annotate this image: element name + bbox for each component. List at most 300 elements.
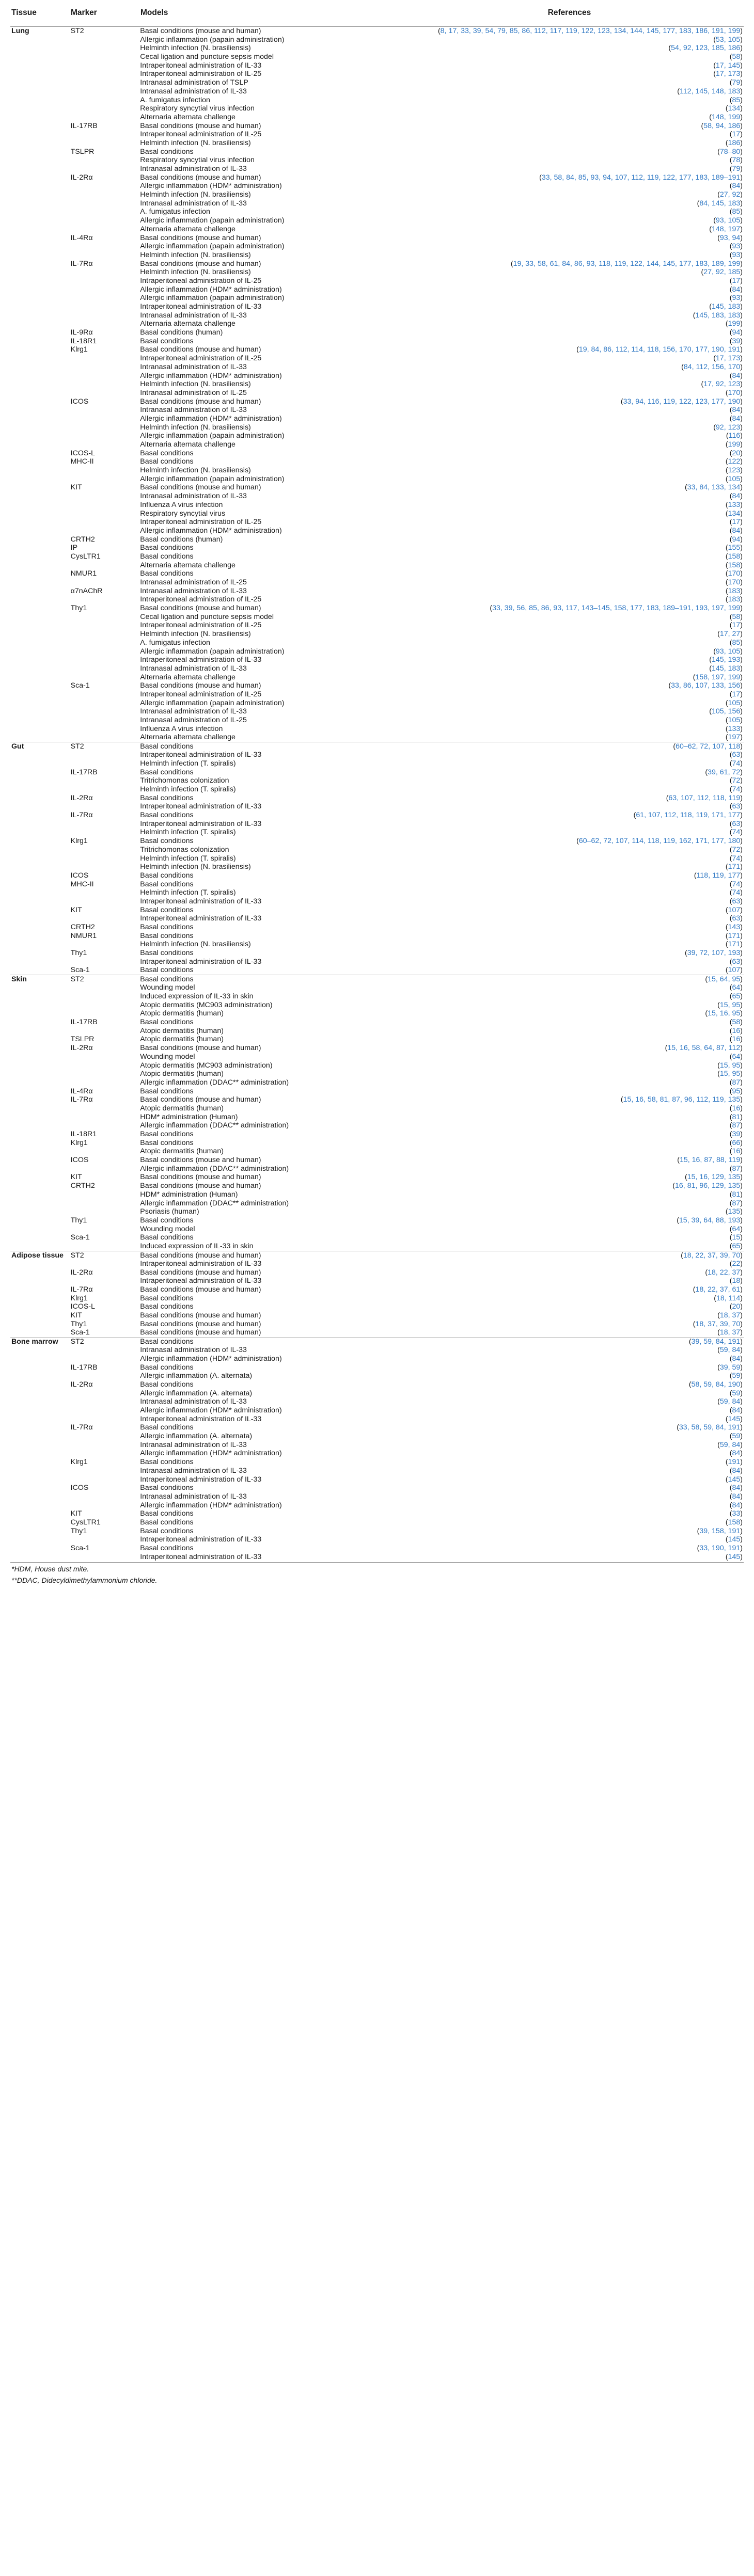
reference-links[interactable]: 19, 84, 86, 112, 114, 118, 156, 170, 177, 190, 191	[578, 345, 741, 354]
reference-links[interactable]: 20	[732, 449, 741, 457]
paren-open: (	[729, 1121, 732, 1130]
cell-references	[394, 1432, 744, 1441]
reference-links[interactable]: 22	[732, 1259, 741, 1268]
reference-links[interactable]: 16	[732, 1026, 741, 1035]
cell-tissue	[10, 846, 71, 854]
reference-links[interactable]: 123	[728, 466, 741, 475]
reference-links[interactable]: 84	[732, 492, 741, 501]
paren-close: )	[740, 716, 743, 724]
cell-tissue: Lung	[11, 27, 29, 35]
cell-model: Intranasal administration of IL-33	[140, 406, 247, 415]
cell-model: Alternaria alternata challenge	[140, 225, 235, 233]
reference-links[interactable]: 33, 39, 56, 85, 86, 93, 117, 143–145, 158, 177, 183, 189–191, 193, 197, 199	[492, 604, 741, 613]
cell-model: Alternaria alternata challenge	[140, 733, 235, 742]
cell-tissue	[10, 104, 71, 113]
table-row	[10, 1518, 744, 1527]
cell-tissue	[10, 863, 71, 871]
paren-close: )	[740, 871, 743, 880]
reference-links[interactable]: 183	[728, 595, 741, 604]
paren-open: (	[729, 156, 732, 165]
reference-links[interactable]: 191	[728, 1458, 741, 1467]
cell-references	[394, 1147, 744, 1156]
cell-tissue	[10, 776, 71, 785]
cell-tissue	[10, 440, 71, 449]
reference-links[interactable]: 15, 39, 64, 88, 193	[679, 1216, 741, 1225]
reference-links[interactable]: 199	[728, 320, 741, 328]
reference-links[interactable]: 145	[728, 1414, 741, 1423]
reference-links[interactable]: 135	[728, 1207, 741, 1216]
reference-links[interactable]: 85	[732, 96, 741, 104]
reference-links[interactable]: 72	[732, 845, 741, 854]
cell-marker	[71, 1277, 140, 1285]
reference-links[interactable]: 145, 183, 183	[695, 311, 741, 320]
cell-references	[394, 492, 744, 501]
paren-close: )	[740, 1414, 743, 1423]
reference-links[interactable]: 74	[732, 888, 741, 897]
cell-references	[394, 768, 744, 777]
reference-links[interactable]: 63	[732, 957, 741, 966]
reference-links[interactable]: 93	[732, 294, 741, 303]
reference-links[interactable]: 15, 16, 58, 81, 87, 96, 112, 119, 135	[623, 1095, 741, 1104]
reference-links[interactable]: 85	[732, 638, 741, 647]
cell-tissue	[10, 1294, 71, 1303]
cell-tissue	[10, 802, 71, 811]
reference-links[interactable]: 92, 123	[715, 423, 741, 432]
reference-links[interactable]: 15, 95	[719, 1070, 741, 1078]
table-row	[10, 1423, 744, 1432]
reference-links[interactable]: 16	[732, 1104, 741, 1112]
reference-links[interactable]: 87	[732, 1199, 741, 1207]
reference-links[interactable]: 17	[732, 690, 741, 698]
reference-links[interactable]: 18, 22, 37, 39, 70	[683, 1251, 741, 1260]
reference-links[interactable]: 148, 197	[712, 225, 741, 233]
cell-tissue	[10, 639, 71, 647]
cell-references	[394, 234, 744, 243]
reference-links[interactable]: 59	[732, 1389, 741, 1397]
table-row	[10, 44, 744, 53]
cell-references	[394, 1338, 744, 1346]
reference-links[interactable]: 15, 16, 58, 64, 87, 112	[667, 1044, 741, 1053]
table-row	[10, 595, 744, 604]
paren-open: (	[729, 802, 732, 811]
reference-links[interactable]: 94	[732, 328, 741, 337]
reference-links[interactable]: 107	[728, 905, 741, 914]
reference-links[interactable]: 59	[732, 1372, 741, 1380]
cell-references	[394, 561, 744, 570]
table-row	[10, 768, 744, 777]
cell-references	[394, 906, 744, 915]
reference-links[interactable]: 17, 173	[715, 354, 741, 363]
reference-links[interactable]: 33	[732, 1509, 741, 1518]
reference-links[interactable]: 27, 92, 185	[703, 268, 741, 277]
reference-links[interactable]: 170	[728, 388, 741, 397]
reference-links[interactable]: 39, 61, 72	[708, 768, 741, 776]
reference-links[interactable]: 64	[732, 983, 741, 992]
reference-links[interactable]: 133	[728, 724, 741, 733]
reference-links[interactable]: 145, 183	[712, 303, 741, 311]
cell-marker: Sca-1	[70, 681, 90, 690]
reference-links[interactable]: 58, 94, 186	[703, 121, 741, 130]
cell-references	[394, 1449, 744, 1458]
cell-references	[394, 173, 744, 182]
cell-marker	[71, 846, 140, 854]
reference-links[interactable]: 84	[732, 406, 741, 415]
cell-references	[394, 397, 744, 406]
reference-links[interactable]: 74	[732, 759, 741, 768]
reference-links[interactable]: 16, 81, 96, 129, 135	[675, 1182, 741, 1190]
paren-open: (	[729, 518, 732, 527]
reference-links[interactable]: 134	[728, 104, 741, 113]
cell-tissue	[10, 1078, 71, 1087]
cell-tissue	[10, 1061, 71, 1070]
reference-links[interactable]: 33, 58, 84, 85, 93, 94, 107, 112, 119, 122, 177, 183, 189–191	[541, 173, 741, 182]
reference-links[interactable]: 148, 199	[712, 113, 741, 121]
cell-tissue	[10, 699, 71, 708]
reference-links[interactable]: 183	[728, 586, 741, 595]
reference-links[interactable]: 60–62, 72, 107, 118	[676, 742, 741, 751]
reference-links[interactable]: 170	[728, 569, 741, 578]
reference-links[interactable]: 145, 193	[712, 656, 741, 664]
reference-links[interactable]: 145	[728, 1475, 741, 1484]
reference-links[interactable]: 93	[732, 242, 741, 251]
reference-links[interactable]: 81	[732, 1190, 741, 1199]
reference-links[interactable]: 84	[732, 1501, 741, 1509]
reference-links[interactable]: 143	[728, 923, 741, 931]
reference-links[interactable]: 16	[732, 1147, 741, 1156]
reference-links[interactable]: 27, 92	[719, 190, 741, 199]
cell-marker	[71, 1001, 140, 1010]
table-row	[10, 1475, 744, 1484]
reference-links[interactable]: 74	[732, 828, 741, 837]
table-row	[10, 940, 744, 949]
reference-links[interactable]: 84	[732, 1466, 741, 1475]
reference-links[interactable]: 74	[732, 854, 741, 863]
reference-links[interactable]: 84	[732, 414, 741, 423]
paren-close: )	[740, 535, 743, 544]
reference-links[interactable]: 158	[728, 561, 741, 569]
reference-links[interactable]: 87	[732, 1121, 741, 1130]
reference-links[interactable]: 84	[732, 1492, 741, 1501]
reference-links[interactable]: 33, 84, 133, 134	[687, 483, 741, 492]
cell-tissue	[10, 1095, 71, 1104]
reference-links[interactable]: 158	[728, 552, 741, 561]
reference-links[interactable]: 58	[732, 1018, 741, 1027]
reference-links[interactable]: 17	[732, 518, 741, 527]
cell-references	[394, 1216, 744, 1225]
reference-links[interactable]: 74	[732, 785, 741, 793]
cell-tissue	[10, 475, 71, 484]
reference-links[interactable]: 155	[728, 544, 741, 552]
reference-links[interactable]: 81	[732, 1112, 741, 1121]
cell-model: Basal conditions (mouse and human)	[140, 173, 261, 182]
cell-model: Tritrichomonas colonization	[140, 776, 229, 785]
reference-links[interactable]: 8, 17, 33, 39, 54, 79, 85, 86, 112, 117, 119, 122, 123, 134, 144, 145, 177, 183, 186, 191, 199	[440, 27, 741, 35]
reference-links[interactable]: 118, 119, 177	[696, 871, 741, 880]
paren-open: (	[729, 897, 732, 905]
cell-tissue	[10, 483, 71, 492]
reference-links[interactable]: 18, 22, 37	[708, 1268, 741, 1277]
reference-links[interactable]: 39, 158, 191	[699, 1526, 741, 1535]
cell-tissue	[10, 397, 71, 406]
reference-links[interactable]: 171	[728, 940, 741, 949]
reference-links[interactable]: 84	[732, 1484, 741, 1492]
table-row	[10, 613, 744, 622]
table-row	[10, 811, 744, 820]
paren-open: (	[717, 147, 720, 156]
cell-references	[394, 337, 744, 346]
reference-links[interactable]: 170	[728, 578, 741, 586]
reference-links[interactable]: 186	[728, 138, 741, 147]
paren-close: )	[740, 793, 743, 802]
paren-open: (	[688, 1338, 692, 1346]
cell-references	[394, 303, 744, 311]
table-row	[10, 501, 744, 510]
cell-references	[394, 1199, 744, 1208]
cell-tissue	[10, 406, 71, 415]
reference-links[interactable]: 84	[732, 1406, 741, 1414]
reference-links[interactable]: 87	[732, 1078, 741, 1087]
reference-links[interactable]: 17	[732, 621, 741, 630]
reference-links[interactable]: 16	[732, 1035, 741, 1044]
paren-close: )	[740, 1225, 743, 1233]
paren-close: )	[740, 630, 743, 639]
reference-links[interactable]: 58	[732, 612, 741, 621]
reference-links[interactable]: 112, 145, 148, 183	[679, 87, 741, 96]
reference-links[interactable]: 116	[728, 432, 741, 440]
cell-marker: ICOS	[70, 397, 89, 406]
reference-links[interactable]: 93	[732, 250, 741, 259]
cell-references	[394, 751, 744, 759]
reference-links[interactable]: 17, 92, 123	[703, 380, 741, 389]
reference-links[interactable]: 158, 197, 199	[695, 673, 741, 681]
cell-model: Intraperitoneal administration of IL-33	[140, 914, 262, 923]
reference-links[interactable]: 63	[732, 914, 741, 923]
reference-links[interactable]: 78–80	[719, 147, 741, 156]
paren-open: (	[684, 1173, 687, 1182]
cell-marker	[71, 492, 140, 501]
reference-links[interactable]: 79	[732, 78, 741, 87]
reference-links[interactable]: 15, 16, 95	[708, 1009, 741, 1018]
cell-tissue	[10, 1355, 71, 1363]
cell-tissue	[10, 1475, 71, 1484]
reference-links[interactable]: 63	[732, 897, 741, 905]
paren-open: (	[729, 612, 732, 621]
cell-model: Intranasal administration of IL-33	[140, 1440, 247, 1449]
reference-links[interactable]: 74	[732, 880, 741, 888]
paren-open: (	[729, 1484, 732, 1492]
reference-links[interactable]: 17	[732, 276, 741, 285]
table-row	[10, 656, 744, 664]
reference-links[interactable]: 93, 105	[715, 647, 741, 656]
cell-tissue	[10, 1087, 71, 1096]
reference-links[interactable]: 39, 59	[719, 1363, 741, 1372]
reference-links[interactable]: 39	[732, 337, 741, 345]
reference-links[interactable]: 59, 84	[719, 1346, 741, 1355]
reference-links[interactable]: 20	[732, 1302, 741, 1311]
reference-links[interactable]: 122	[728, 457, 741, 466]
reference-links[interactable]: 15, 95	[719, 1061, 741, 1070]
paren-close: )	[740, 1397, 743, 1406]
reference-links[interactable]: 105	[728, 698, 741, 707]
reference-links[interactable]: 15, 16, 129, 135	[687, 1173, 741, 1182]
reference-links[interactable]: 33, 190, 191	[699, 1544, 741, 1552]
reference-links[interactable]: 87	[732, 1164, 741, 1173]
paren-open: (	[729, 690, 732, 698]
reference-links[interactable]: 63	[732, 819, 741, 828]
reference-links[interactable]: 54, 92, 123, 185, 186	[671, 44, 741, 53]
cell-marker	[71, 78, 140, 87]
reference-links[interactable]: 84	[732, 526, 741, 535]
reference-links[interactable]: 59	[732, 1432, 741, 1441]
paren-close: )	[740, 1458, 743, 1467]
reference-links[interactable]: 18, 22, 37, 61	[695, 1285, 741, 1294]
reference-links[interactable]: 78	[732, 156, 741, 165]
paren-close: )	[740, 698, 743, 707]
reference-links[interactable]: 18, 37, 39, 70	[695, 1319, 741, 1328]
paren-open: (	[725, 500, 728, 509]
reference-links[interactable]: 39	[732, 1130, 741, 1138]
reference-links[interactable]: 58, 59, 84, 190	[691, 1380, 741, 1389]
reference-links[interactable]: 84, 145, 183	[699, 199, 741, 208]
reference-links[interactable]: 18, 37	[719, 1311, 741, 1319]
table-header	[10, 0, 744, 27]
paren-close: )	[740, 681, 743, 690]
cell-model: Basal conditions	[140, 1544, 194, 1552]
reference-links[interactable]: 63	[732, 802, 741, 811]
reference-links[interactable]: 84	[732, 371, 741, 380]
reference-links[interactable]: 15	[732, 1233, 741, 1242]
reference-links[interactable]: 33, 94, 116, 119, 122, 123, 177, 190	[623, 397, 741, 406]
reference-links[interactable]: 134	[728, 509, 741, 518]
reference-links[interactable]: 15, 64, 95	[708, 975, 741, 984]
reference-links[interactable]: 158	[728, 1518, 741, 1526]
cell-marker	[71, 1397, 140, 1406]
reference-links[interactable]: 133	[728, 500, 741, 509]
cell-model: Helminth infection (N. brasiliensis)	[140, 268, 251, 277]
reference-links[interactable]: 61, 107, 112, 118, 119, 171, 177	[636, 811, 741, 820]
reference-links[interactable]: 171	[728, 863, 741, 871]
cell-marker	[71, 1389, 140, 1398]
reference-links[interactable]: 59, 84	[719, 1397, 741, 1406]
reference-links[interactable]: 39, 59, 84, 191	[691, 1338, 741, 1346]
reference-links[interactable]: 15, 95	[719, 1000, 741, 1009]
paren-close: )	[740, 1432, 743, 1441]
reference-links[interactable]: 66	[732, 1138, 741, 1147]
cell-tissue	[10, 354, 71, 363]
cell-marker	[71, 1260, 140, 1268]
table-row	[10, 199, 744, 208]
reference-links[interactable]: 65	[732, 1242, 741, 1250]
reference-links[interactable]: 33, 86, 107, 133, 156	[671, 681, 741, 690]
cell-model: Basal conditions	[140, 923, 194, 931]
table-row	[10, 587, 744, 596]
reference-links[interactable]: 105	[728, 474, 741, 483]
cell-tissue	[10, 208, 71, 216]
reference-links[interactable]: 107	[728, 966, 741, 975]
reference-links[interactable]: 105, 156	[712, 707, 741, 716]
reference-links[interactable]: 199	[728, 440, 741, 449]
cell-model: Allergic inflammation (papain administration)	[140, 242, 285, 251]
reference-links[interactable]: 84, 112, 156, 170	[683, 362, 741, 371]
reference-links[interactable]: 59, 84	[719, 1440, 741, 1449]
cell-marker: NMUR1	[70, 931, 97, 940]
cell-references	[394, 148, 744, 156]
reference-links[interactable]: 39, 72, 107, 193	[687, 949, 741, 958]
reference-links[interactable]: 18, 37	[719, 1328, 741, 1337]
reference-links[interactable]: 17	[732, 130, 741, 139]
reference-links[interactable]: 93, 94	[719, 233, 741, 242]
table-row	[10, 690, 744, 699]
reference-links[interactable]: 145	[728, 1552, 741, 1561]
table-row	[10, 1027, 744, 1036]
reference-links[interactable]: 93, 105	[715, 216, 741, 225]
cell-tissue	[10, 1001, 71, 1010]
reference-links[interactable]: 85	[732, 208, 741, 216]
table-row	[10, 914, 744, 923]
reference-links[interactable]: 64	[732, 1225, 741, 1233]
paren-close: )	[740, 1035, 743, 1044]
paren-close: )	[740, 1518, 743, 1526]
cell-references	[394, 725, 744, 734]
reference-links[interactable]: 84	[732, 1354, 741, 1363]
paren-open: (	[729, 1052, 732, 1061]
reference-links[interactable]: 18, 114	[716, 1294, 741, 1302]
reference-links[interactable]: 84	[732, 182, 741, 190]
reference-links[interactable]: 65	[732, 992, 741, 1000]
paren-open: (	[729, 621, 732, 630]
reference-links[interactable]: 105	[728, 716, 741, 724]
reference-links[interactable]: 145	[728, 1535, 741, 1544]
reference-links[interactable]: 145, 183	[712, 664, 741, 673]
reference-links[interactable]: 84	[732, 1449, 741, 1458]
cell-references	[394, 656, 744, 664]
reference-links[interactable]: 63	[732, 751, 741, 759]
reference-links[interactable]: 79	[732, 165, 741, 173]
table-row	[10, 156, 744, 165]
reference-links[interactable]: 17, 27	[719, 630, 741, 639]
paren-close: )	[740, 1363, 743, 1372]
paren-open: (	[725, 457, 728, 466]
reference-links[interactable]: 64	[732, 1052, 741, 1061]
reference-links[interactable]: 58	[732, 53, 741, 61]
cell-marker: NMUR1	[70, 569, 97, 578]
reference-links[interactable]: 60–62, 72, 107, 114, 118, 119, 162, 171, 177, 180	[578, 837, 741, 846]
cell-tissue	[10, 1449, 71, 1458]
reference-links[interactable]: 19, 33, 58, 61, 84, 86, 93, 118, 119, 122, 144, 145, 177, 183, 189, 199	[513, 259, 741, 268]
paren-close: )	[740, 1285, 743, 1294]
cell-marker: ICOS-L	[70, 1302, 95, 1311]
reference-links[interactable]: 95	[732, 1087, 741, 1095]
reference-links[interactable]: 17, 173	[715, 70, 741, 78]
reference-links[interactable]: 84	[732, 285, 741, 294]
reference-links[interactable]: 18	[732, 1277, 741, 1285]
reference-links[interactable]: 72	[732, 776, 741, 785]
paren-open: (	[725, 1518, 728, 1526]
cell-model: Intranasal administration of IL-25	[140, 578, 247, 586]
reference-links[interactable]: 15, 16, 87, 88, 119	[679, 1156, 741, 1165]
reference-links[interactable]: 63, 107, 112, 118, 119	[668, 793, 741, 802]
paren-open: (	[729, 1372, 732, 1380]
reference-links[interactable]: 94	[732, 535, 741, 544]
reference-links[interactable]: 33, 58, 59, 84, 191	[679, 1423, 741, 1432]
paren-close: )	[740, 1526, 743, 1535]
reference-links[interactable]: 197	[728, 733, 741, 742]
paren-open: (	[701, 268, 704, 277]
reference-links[interactable]: 53, 105	[715, 35, 741, 44]
reference-links[interactable]: 17, 145	[715, 61, 741, 70]
cell-tissue	[10, 966, 71, 975]
reference-links[interactable]: 171	[728, 931, 741, 940]
